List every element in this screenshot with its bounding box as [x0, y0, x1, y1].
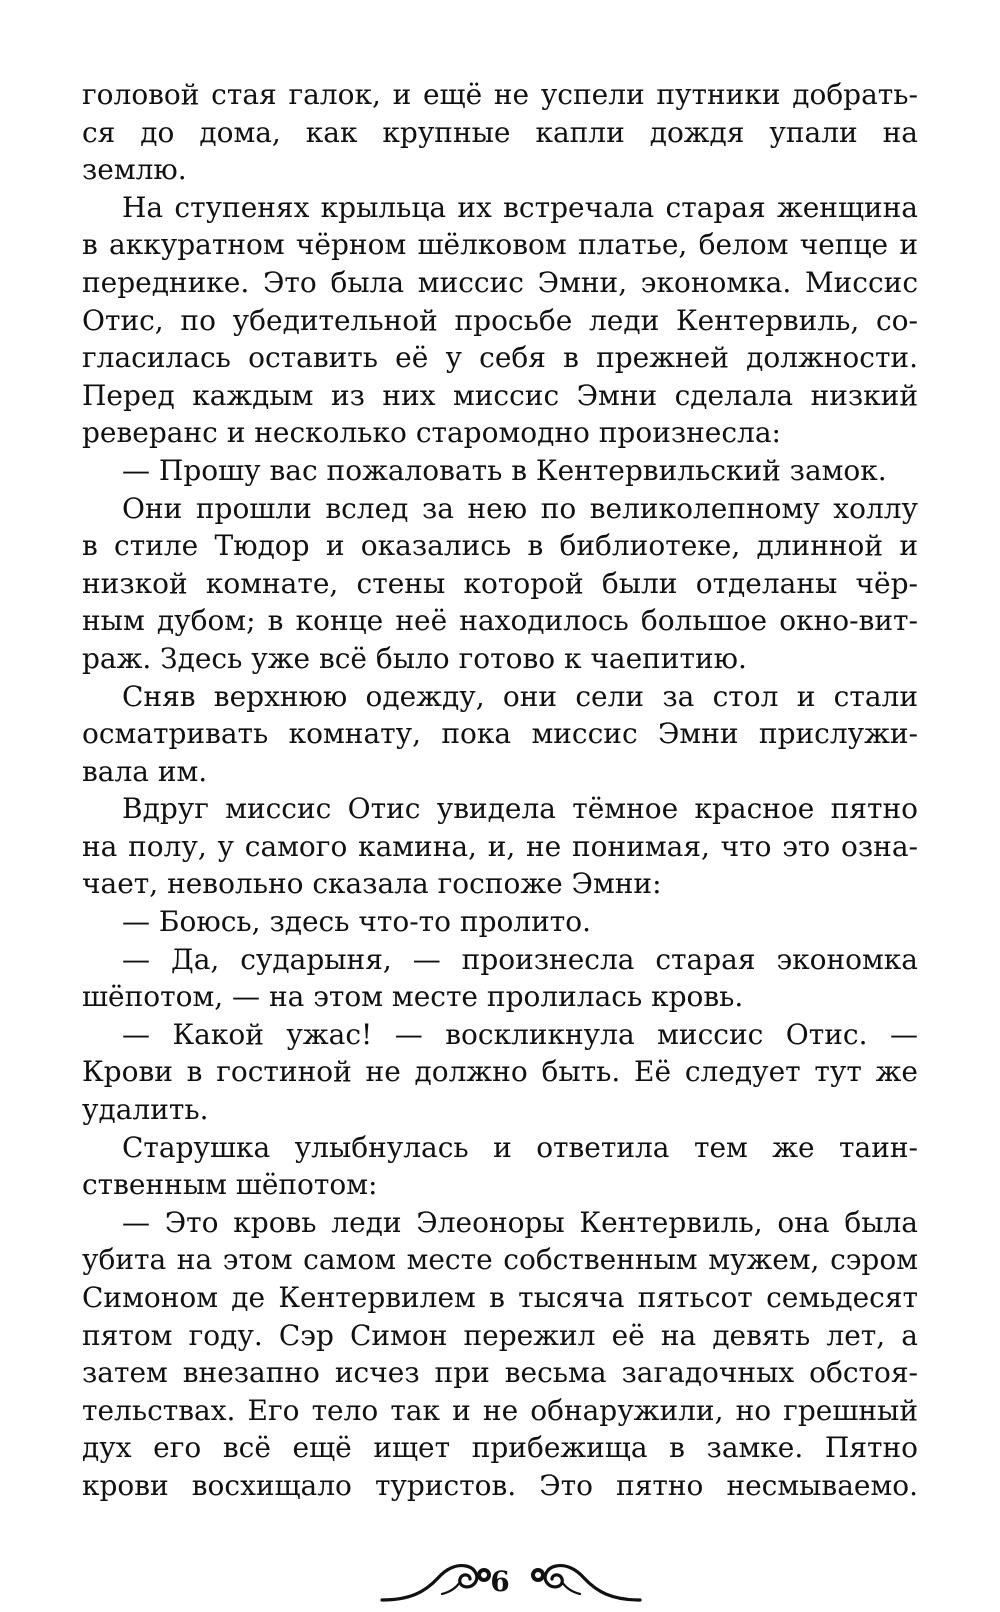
text-line: переднике. Это была миссис Эмни, экономка. Миссис [82, 265, 918, 299]
text-line: вала им. [82, 754, 208, 788]
text-line: Сняв верхнюю одежду, они сели за стол и стали [122, 679, 918, 713]
text-line: — Какой ужас! — воскликнула миссис Отис. — [122, 1017, 918, 1051]
text-line: чает, невольно сказала госпоже Эмни: [82, 867, 662, 901]
text-line: ным дубом; в конце неё находилось большое окно-вит- [82, 604, 918, 638]
text-line: шёпотом, — на этом месте пролилась кровь. [82, 980, 744, 1014]
text-line: Отис, по убедительной просьбе леди Кентервиль, со- [82, 303, 918, 337]
text-line: Они прошли вслед за нею по великолепному холлу [122, 491, 918, 525]
text-line: Крови в гостиной не должно быть. Её следует тут же [82, 1055, 918, 1089]
text-line: На ступенях крыльца их встречала старая женщина [122, 190, 918, 224]
text-line: затем внезапно исчез при весьма загадочных обстоя- [82, 1356, 918, 1390]
text-line: тельствах. Его тело так и не обнаружили, но грешный [82, 1393, 918, 1427]
text-line: низкой комнате, стены которой были отделаны чёр- [82, 566, 918, 600]
page-number: 6 [490, 1565, 510, 1598]
text-line: — Это кровь леди Элеоноры Кентервиль, она была [122, 1205, 918, 1239]
text-line: на полу, у самого камина, и, не понимая, что это озна- [82, 829, 918, 863]
text-line: головой стая галок, и ещё не успели путники добрать- [82, 78, 918, 111]
text-line: ственным шёпотом: [82, 1168, 378, 1202]
text-line: — Прошу вас пожаловать в Кентервильский замок. [122, 453, 887, 487]
text-line: раж. Здесь уже всё было готово к чаепитию. [82, 641, 747, 675]
text-line: Вдруг миссис Отис увидела тёмное красное пятно [122, 792, 918, 826]
text-line: убита на этом самом месте собственным мужем, сэром [82, 1243, 918, 1277]
text-line: пятом году. Сэр Симон пережил её на девять лет, а [82, 1318, 918, 1352]
text-line: Симоном де Кентервилем в тысяча пятьсот семьдесят [82, 1281, 918, 1314]
text-line: дух его всё ещё ищет прибежища в замке. Пятно [82, 1431, 918, 1465]
text-line: в аккуратном чёрном шёлковом платье, белом чепце и [82, 228, 918, 262]
page-footer [0, 1560, 1000, 1604]
book-page-text [82, 76, 918, 1505]
text-line: землю. [82, 153, 187, 187]
text-line: в стиле Тюдор и оказались в библиотеке, длинной и [82, 529, 918, 563]
ornament-swirl-right-icon [512, 1560, 642, 1604]
text-line: Старушка улыбнулась и ответила тем же таин- [122, 1130, 918, 1164]
text-line: реверанс и несколько старомодно произнесла: [82, 416, 781, 450]
text-line: осматривать комнату, пока миссис Эмни прислужи- [82, 717, 918, 751]
text-line: крови восхищало туристов. Это пятно несмываемо. [82, 1468, 918, 1502]
text-line: — Боюсь, здесь что-то пролито. [122, 905, 592, 939]
text-line: — Да, сударыня, — произнесла старая экономка [122, 942, 918, 976]
text-line: Перед каждым из них миссис Эмни сделала низкий [82, 378, 918, 412]
text-line: удалить. [82, 1093, 209, 1127]
text-line: гласилась оставить её у себя в прежней должности. [82, 341, 918, 375]
text-line: ся до дома, как крупные капли дождя упали на [82, 115, 918, 149]
